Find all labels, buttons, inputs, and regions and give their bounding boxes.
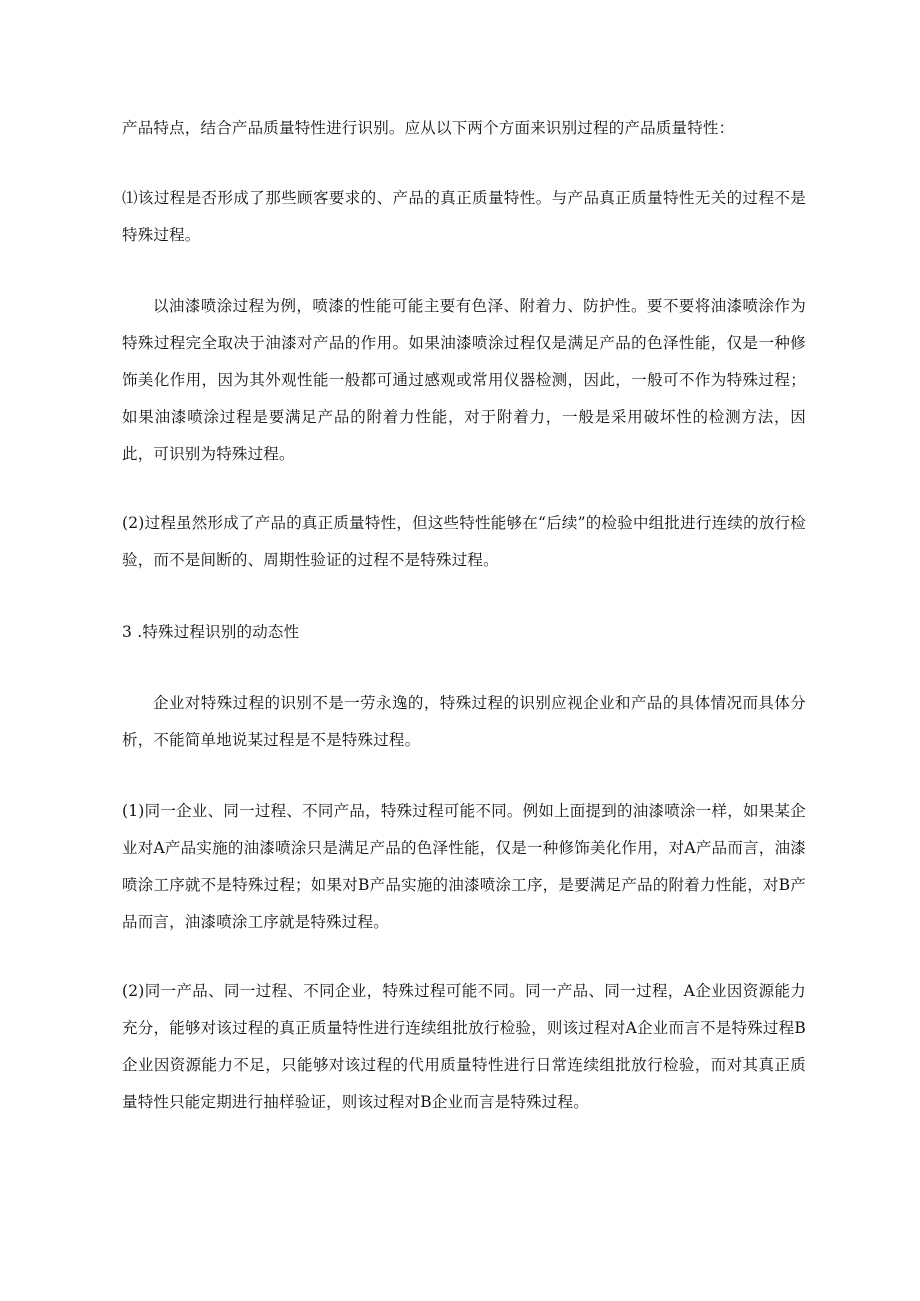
section-heading: 3 .特殊过程识别的动态性 [122, 623, 300, 641]
paragraph-point-2: (2)过程虽然形成了产品的真正质量特性，但这些特性能够在“后续”的检验中组批进行连续的放行检验，而不是间断的、周期性验证的过程不是特殊过程。 [122, 514, 806, 569]
paragraph-point-1: ⑴该过程是否形成了那些顾客要求的、产品的真正质量特性。与产品真正质量特性无关的过程不是特殊过程。 [122, 189, 806, 244]
paragraph-intro: 产品特点，结合产品质量特性进行识别。应从以下两个方面来识别过程的产品质量特性： [122, 119, 735, 137]
paragraph-paint-example: 以油漆喷涂过程为例，喷漆的性能可能主要有色泽、附着力、防护性。要不要将油漆喷涂作为特殊过程完全取决于油漆对产品的作用。如果油漆喷涂过程仅是满足产品的色泽性能，仅是一种修饰美化作用，因为其外观性能一般都可通过感观或常用仪器检测，因此，一般可不作为特殊过程；如果油漆喷涂过程是要满足产品的附着力性能，对于附着力，一般是采用破坏性的检测方法，因此，可识别为特殊过程。 [122, 297, 806, 463]
paragraph-dynamic-intro: 企业对特殊过程的识别不是一劳永逸的，特殊过程的识别应视企业和产品的具体情况而具体分析，不能简单地说某过程是不是特殊过程。 [122, 694, 806, 749]
paragraph-case-2: (2)同一产品、同一过程、不同企业，特殊过程可能不同。同一产品、同一过程，A企业因资源能力充分，能够对该过程的真正质量特性进行连续组批放行检验，则该过程对A企业而言不是特殊过程B企业因资源能力不足，只能够对该过程的代用质量特性进行日常连续组批放行检验，而对其真正质量特性只能定期进行抽样验证，则该过程对B企业而言是特殊过程。 [122, 982, 806, 1111]
paragraph-case-1: (1)同一企业、同一过程、不同产品，特殊过程可能不同。例如上面提到的油漆喷涂一样，如果某企业对A产品实施的油漆喷涂只是满足产品的色泽性能，仅是一种修饰美化作用，对A产品而言，油漆喷涂工序就不是特殊过程；如果对B产品实施的油漆喷涂工序，是要满足产品的附着力性能，对B产品而言，油漆喷涂工序就是特殊过程。 [122, 802, 806, 931]
